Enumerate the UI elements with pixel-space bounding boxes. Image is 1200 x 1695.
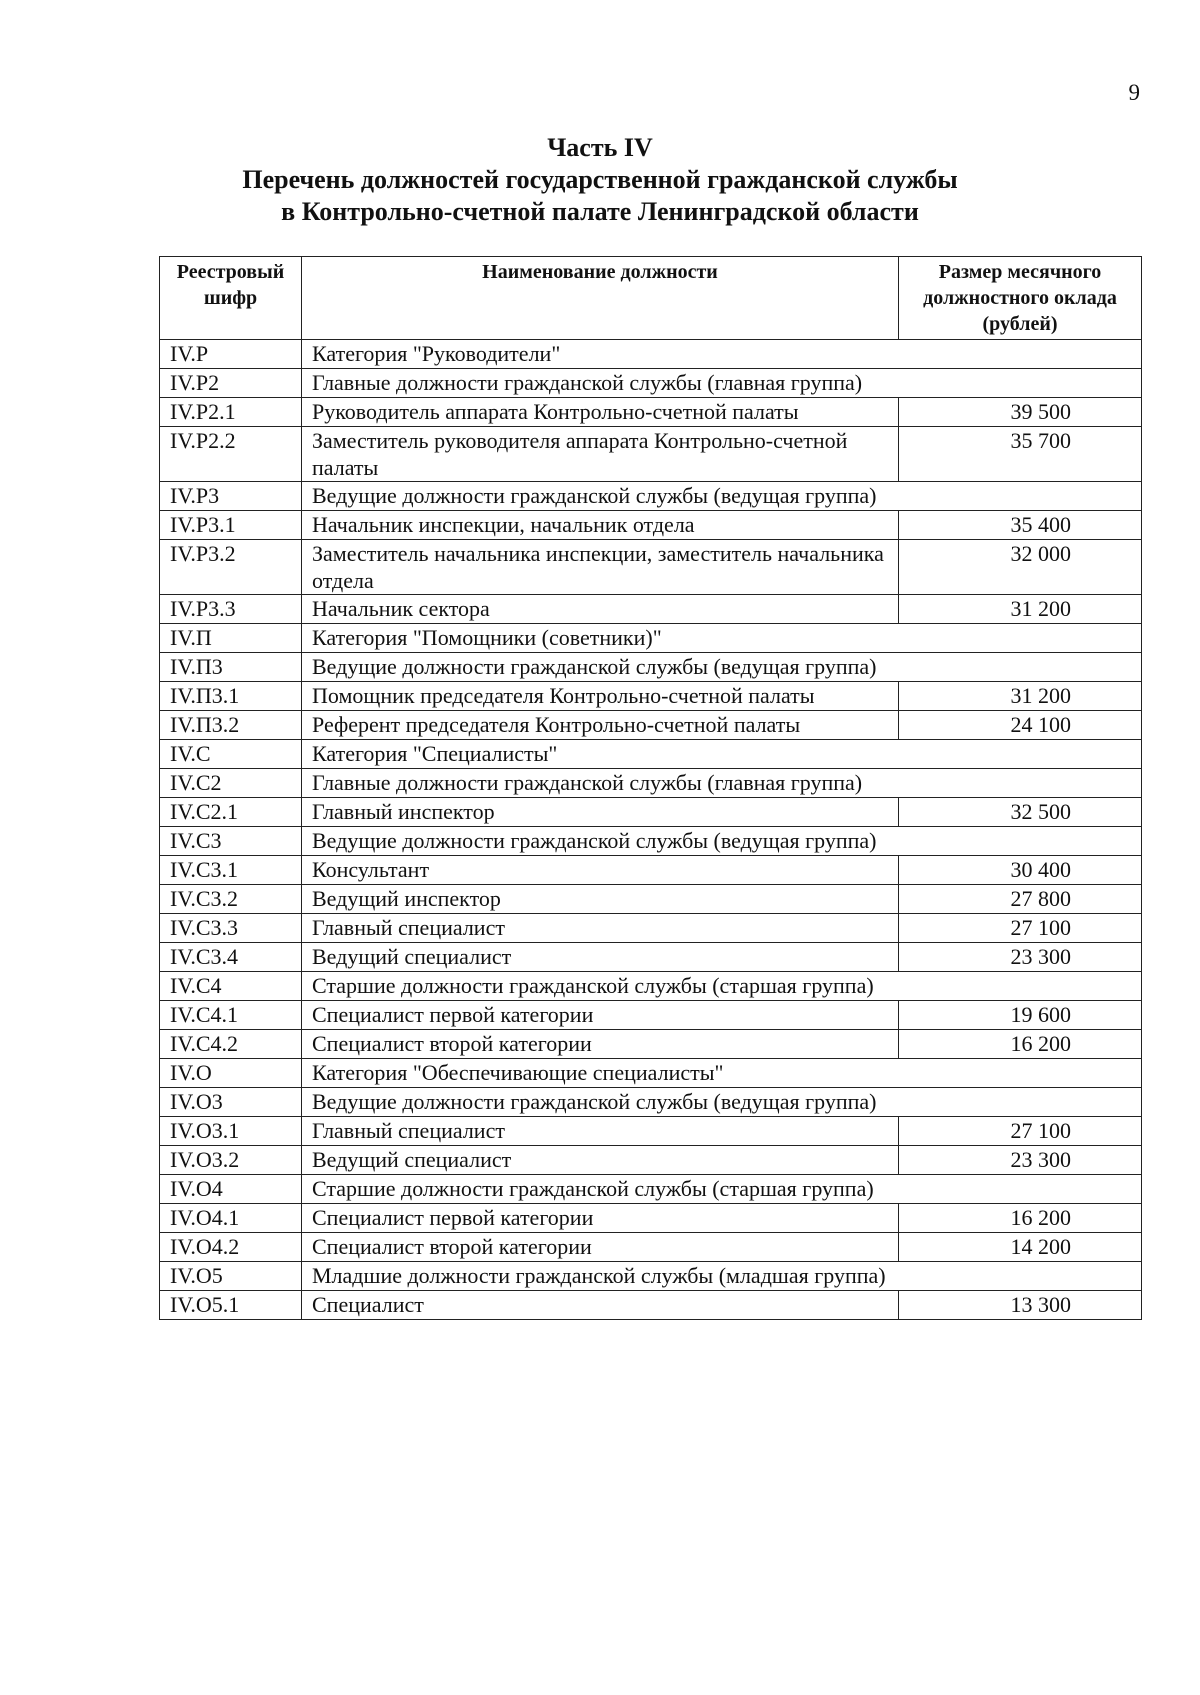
table-row: [160, 798, 1142, 827]
cell-code: IV.С3.1: [160, 856, 302, 885]
table-row: [160, 398, 1142, 427]
table-row: [160, 340, 1142, 369]
cell-position-name: Ведущие должности гражданской службы (ведущая группа): [302, 653, 1142, 682]
table-row: [160, 511, 1142, 540]
table-row: [160, 595, 1142, 624]
cell-position-name: Ведущий инспектор: [302, 885, 899, 914]
cell-code: IV.Р3.1: [160, 511, 302, 540]
cell-salary: 31 200: [899, 682, 1142, 711]
cell-salary: 32 000: [899, 540, 1142, 595]
cell-code: IV.С3.2: [160, 885, 302, 914]
cell-code: IV.П3.2: [160, 711, 302, 740]
cell-position-name: Руководитель аппарата Контрольно-счетной палаты: [302, 398, 899, 427]
table-row: [160, 1117, 1142, 1146]
cell-position-name: Специалист первой категории: [302, 1001, 899, 1030]
cell-code: IV.Р3: [160, 482, 302, 511]
table-row: [160, 482, 1142, 511]
list-subtitle: в Контрольно-счетной палате Ленинградской области: [281, 197, 919, 226]
cell-code: IV.С4.2: [160, 1030, 302, 1059]
cell-code: IV.Р3.3: [160, 595, 302, 624]
cell-position-name: Главный специалист: [302, 914, 899, 943]
page-number: 9: [1128, 80, 1140, 105]
cell-position-name: Заместитель начальника инспекции, заместитель начальника отдела: [302, 540, 899, 595]
table-row: [160, 1088, 1142, 1117]
table-row: [160, 740, 1142, 769]
cell-code: IV.С2.1: [160, 798, 302, 827]
cell-position-name: Специалист первой категории: [302, 1204, 899, 1233]
cell-position-name: Категория "Специалисты": [302, 740, 1142, 769]
table-row: [160, 369, 1142, 398]
cell-position-name: Главный специалист: [302, 1117, 899, 1146]
cell-salary: 32 500: [899, 798, 1142, 827]
cell-code: IV.П3.1: [160, 682, 302, 711]
table-row: [160, 1291, 1142, 1320]
cell-code: IV.О4: [160, 1175, 302, 1204]
header-name: Наименование должности: [302, 257, 899, 340]
cell-position-name: Категория "Руководители": [302, 340, 1142, 369]
table-row: [160, 1059, 1142, 1088]
cell-code: IV.С2: [160, 769, 302, 798]
cell-code: IV.О3.2: [160, 1146, 302, 1175]
cell-position-name: Категория "Помощники (советники)": [302, 624, 1142, 653]
table-header-row: [160, 257, 1142, 340]
list-title: Перечень должностей государственной гражданской службы: [242, 165, 958, 194]
cell-salary: 27 800: [899, 885, 1142, 914]
cell-salary: 30 400: [899, 856, 1142, 885]
table-row: [160, 682, 1142, 711]
cell-salary: 24 100: [899, 711, 1142, 740]
cell-salary: 35 700: [899, 427, 1142, 482]
cell-code: IV.С4: [160, 972, 302, 1001]
cell-salary: 35 400: [899, 511, 1142, 540]
cell-position-name: Специалист второй категории: [302, 1030, 899, 1059]
cell-position-name: Ведущий специалист: [302, 943, 899, 972]
table-row: [160, 856, 1142, 885]
cell-code: IV.О3.1: [160, 1117, 302, 1146]
table-row: [160, 1146, 1142, 1175]
table-row: [160, 1175, 1142, 1204]
cell-position-name: Ведущие должности гражданской службы (ведущая группа): [302, 1088, 1142, 1117]
cell-salary: 16 200: [899, 1204, 1142, 1233]
cell-position-name: Консультант: [302, 856, 899, 885]
cell-code: IV.С: [160, 740, 302, 769]
cell-salary: 13 300: [899, 1291, 1142, 1320]
table-row: [160, 827, 1142, 856]
table-body: [160, 340, 1142, 1320]
table-row: [160, 972, 1142, 1001]
table-row: [160, 427, 1142, 482]
cell-position-name: Начальник инспекции, начальник отдела: [302, 511, 899, 540]
cell-salary: 19 600: [899, 1001, 1142, 1030]
cell-salary: 23 300: [899, 1146, 1142, 1175]
cell-code: IV.О3: [160, 1088, 302, 1117]
table-row: [160, 885, 1142, 914]
cell-code: IV.О5: [160, 1262, 302, 1291]
table-row: [160, 1001, 1142, 1030]
cell-position-name: Младшие должности гражданской службы (младшая группа): [302, 1262, 1142, 1291]
cell-code: IV.С3.4: [160, 943, 302, 972]
cell-position-name: Главные должности гражданской службы (главная группа): [302, 369, 1142, 398]
cell-salary: 23 300: [899, 943, 1142, 972]
cell-position-name: Референт председателя Контрольно-счетной палаты: [302, 711, 899, 740]
cell-code: IV.Р2: [160, 369, 302, 398]
cell-salary: 16 200: [899, 1030, 1142, 1059]
cell-code: IV.С3: [160, 827, 302, 856]
cell-position-name: Главный инспектор: [302, 798, 899, 827]
table-row: [160, 1262, 1142, 1291]
cell-salary: 27 100: [899, 1117, 1142, 1146]
cell-position-name: Ведущие должности гражданской службы (ведущая группа): [302, 827, 1142, 856]
cell-salary: 39 500: [899, 398, 1142, 427]
cell-code: IV.Р3.2: [160, 540, 302, 595]
positions-table: [159, 256, 1142, 1320]
table-row: [160, 769, 1142, 798]
cell-position-name: Специалист: [302, 1291, 899, 1320]
cell-code: IV.П3: [160, 653, 302, 682]
table-row: [160, 540, 1142, 595]
table-row: [160, 653, 1142, 682]
table-row: [160, 711, 1142, 740]
cell-code: IV.О4.1: [160, 1204, 302, 1233]
header-code: Реестровый шифр: [160, 257, 302, 340]
cell-code: IV.О5.1: [160, 1291, 302, 1320]
cell-position-name: Категория "Обеспечивающие специалисты": [302, 1059, 1142, 1088]
cell-position-name: Ведущий специалист: [302, 1146, 899, 1175]
cell-code: IV.О4.2: [160, 1233, 302, 1262]
cell-position-name: Помощник председателя Контрольно-счетной палаты: [302, 682, 899, 711]
cell-salary: 31 200: [899, 595, 1142, 624]
cell-code: IV.Р: [160, 340, 302, 369]
cell-code: IV.Р2.1: [160, 398, 302, 427]
header-salary: Размер месячного должностного оклада (рублей): [899, 257, 1142, 340]
cell-position-name: Старшие должности гражданской службы (старшая группа): [302, 1175, 1142, 1204]
table-row: [160, 1233, 1142, 1262]
table-row: [160, 1030, 1142, 1059]
cell-position-name: Начальник сектора: [302, 595, 899, 624]
cell-code: IV.С4.1: [160, 1001, 302, 1030]
table-row: [160, 624, 1142, 653]
cell-code: IV.О: [160, 1059, 302, 1088]
cell-salary: 14 200: [899, 1233, 1142, 1262]
table-row: [160, 914, 1142, 943]
cell-position-name: Ведущие должности гражданской службы (ведущая группа): [302, 482, 1142, 511]
cell-code: IV.П: [160, 624, 302, 653]
cell-position-name: Старшие должности гражданской службы (старшая группа): [302, 972, 1142, 1001]
cell-position-name: Специалист второй категории: [302, 1233, 899, 1262]
cell-position-name: Заместитель руководителя аппарата Контрольно-счетной палаты: [302, 427, 899, 482]
cell-salary: 27 100: [899, 914, 1142, 943]
cell-position-name: Главные должности гражданской службы (главная группа): [302, 769, 1142, 798]
cell-code: IV.С3.3: [160, 914, 302, 943]
document-heading: [0, 132, 1200, 228]
table-row: [160, 1204, 1142, 1233]
table-row: [160, 943, 1142, 972]
cell-code: IV.Р2.2: [160, 427, 302, 482]
part-title: Часть IV: [547, 133, 653, 162]
